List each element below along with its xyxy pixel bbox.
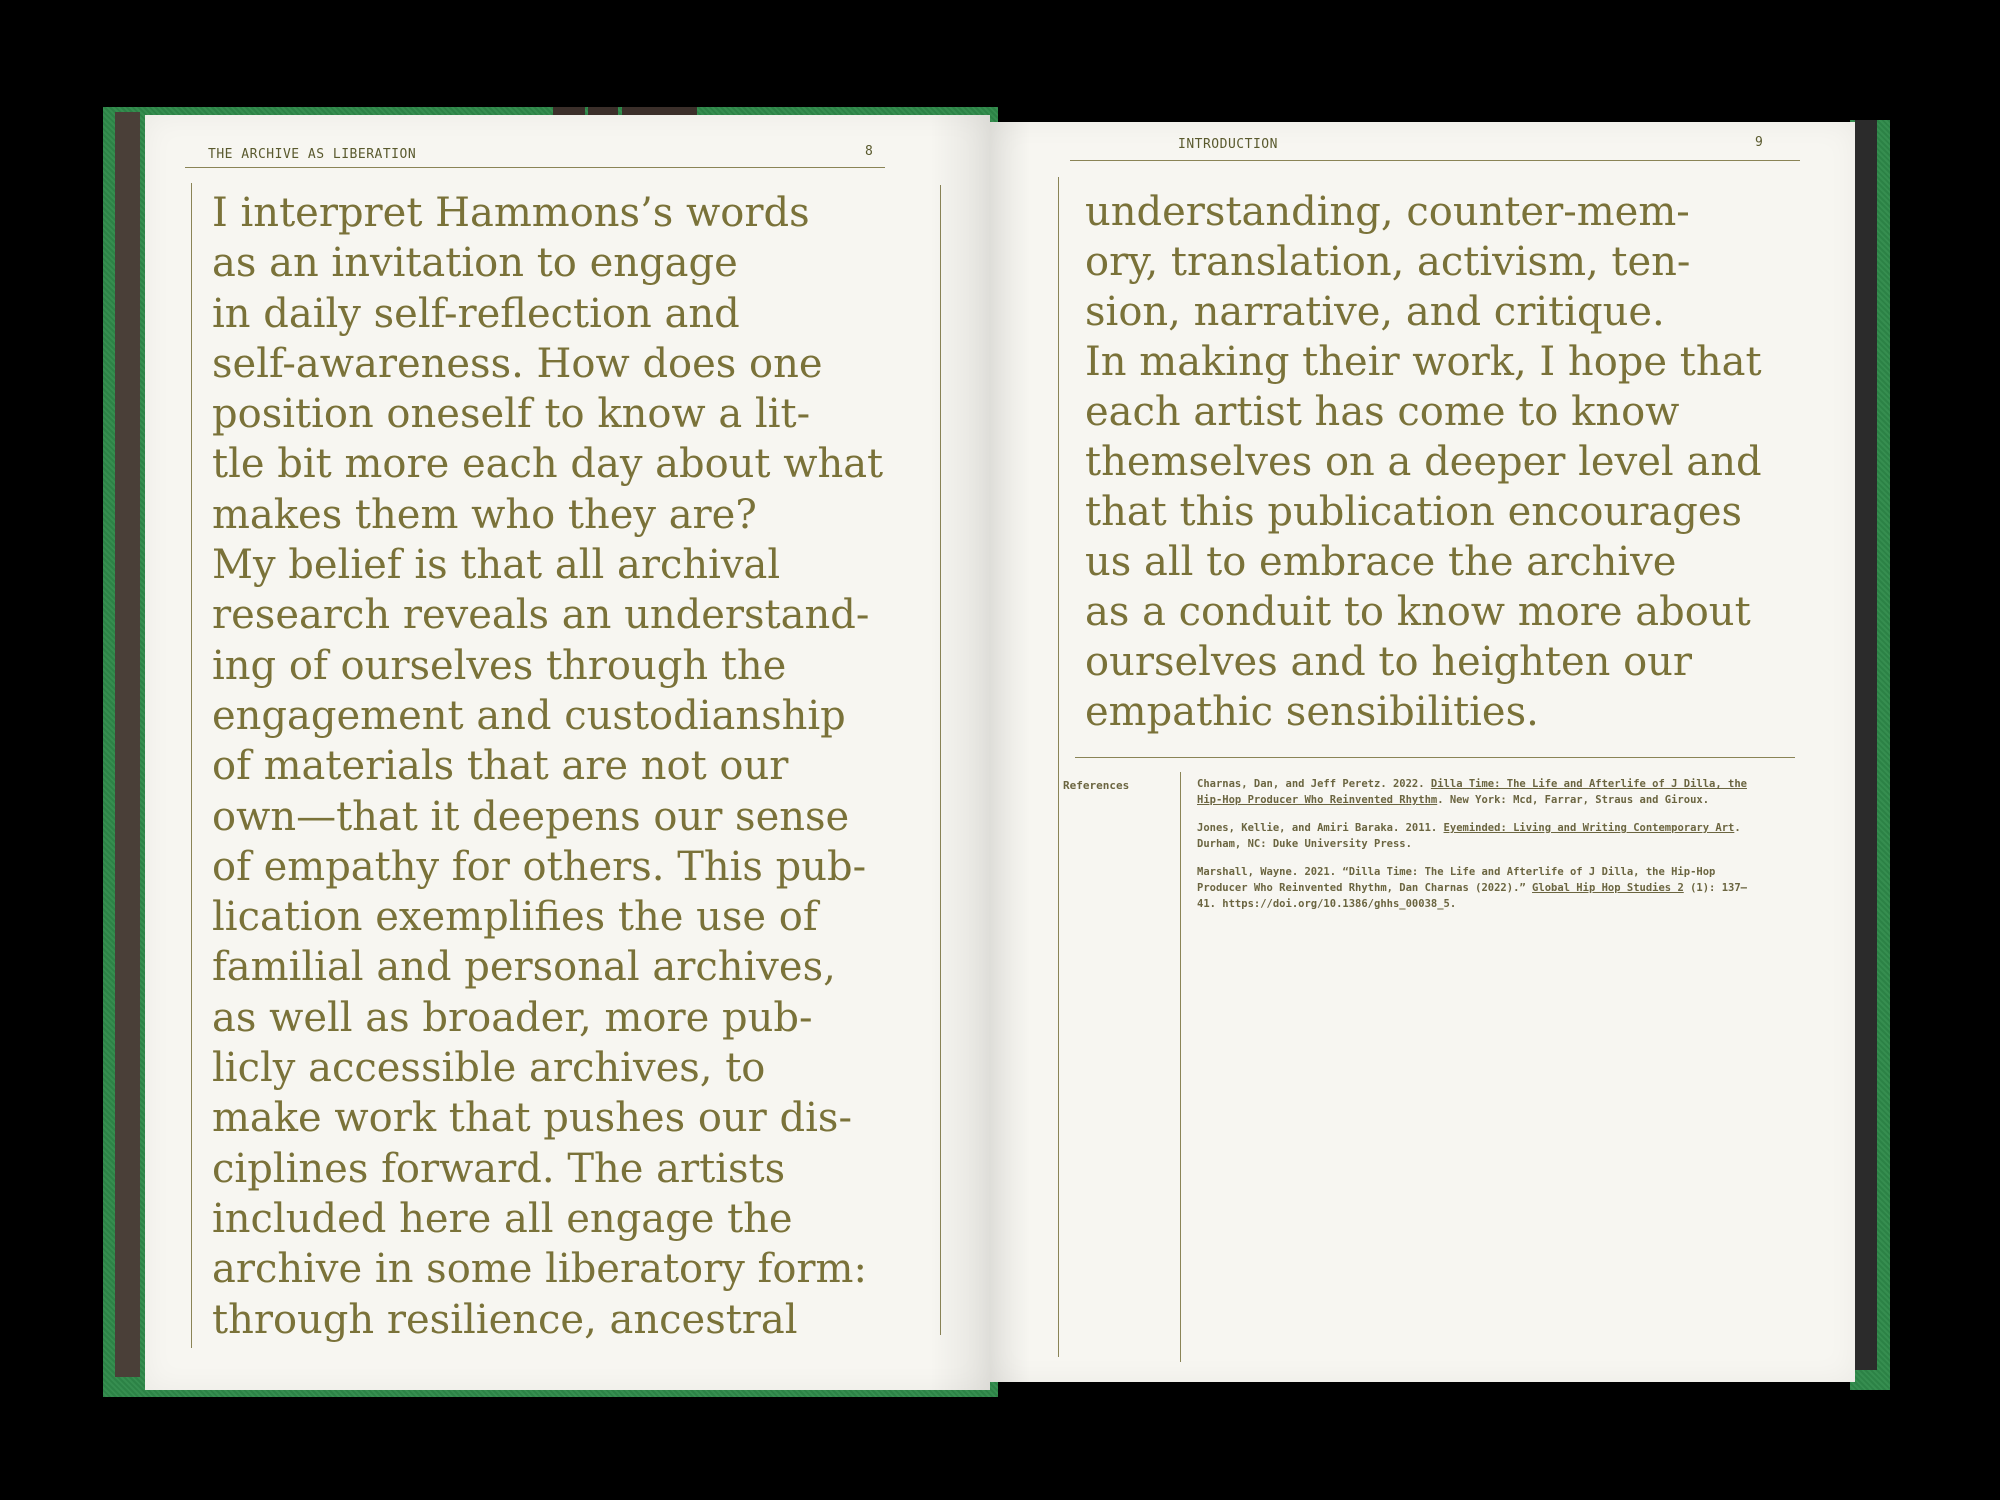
references-list — [1197, 776, 1757, 924]
endpaper — [115, 112, 140, 1377]
page-block-edge — [1855, 120, 1877, 1370]
reference-entry — [1197, 864, 1757, 912]
text-line: make work that pushes our dis- — [212, 1095, 852, 1142]
reference-title: Dilla Time: The Life and Afterlife of J Dilla, the Hip-Hop Producer Who Reinvented Rhythm — [1197, 778, 1747, 806]
text-line: sion, narrative, and critique. — [1085, 289, 1665, 335]
text-line: in daily self-reflection and — [212, 290, 740, 337]
text-line: tle bit more each day about what — [212, 441, 884, 488]
text-line: position oneself to know a lit- — [212, 391, 811, 438]
references-rule — [1075, 757, 1795, 758]
text-line: research reveals an understand- — [212, 592, 870, 639]
text-line: through resilience, ancestral — [212, 1296, 798, 1343]
body-text-right — [1085, 187, 1762, 737]
text-line: familial and personal archives, — [212, 944, 836, 991]
column-rule-left — [1058, 177, 1059, 1357]
reference-text: Jones, Kellie, and Amiri Baraka. 2011. — [1197, 822, 1444, 834]
page-number-right: 9 — [1755, 135, 1764, 150]
text-line: empathic sensibilities. — [1085, 689, 1539, 735]
page-number-left: 8 — [865, 144, 874, 159]
reference-text: . New York: Mcd, Farrar, Straus and Giroux. — [1437, 794, 1710, 806]
text-line: ing of ourselves through the — [212, 642, 787, 689]
column-rule-left — [191, 183, 192, 1348]
running-head-left: THE ARCHIVE AS LIBERATION — [208, 147, 417, 162]
text-line: understanding, counter-mem- — [1085, 189, 1690, 235]
text-line: us all to embrace the archive — [1085, 539, 1677, 585]
reference-title: Eyeminded: Living and Writing Contemporary Art — [1443, 822, 1735, 834]
text-line: as an invitation to engage — [212, 240, 738, 287]
reference-text: (1): 137–41. https://doi.org/10.1386/ghhs_00038_5. — [1197, 882, 1747, 910]
text-line: My belief is that all archival — [212, 542, 781, 589]
reference-entry — [1197, 776, 1757, 808]
running-head-right: INTRODUCTION — [1178, 137, 1278, 152]
text-line: lication exemplifies the use of — [212, 894, 818, 941]
text-line: archive in some liberatory form: — [212, 1246, 867, 1293]
text-line: each artist has come to know — [1085, 389, 1680, 435]
reference-text: Charnas, Dan, and Jeff Peretz. 2022. — [1197, 778, 1431, 790]
text-line: ory, translation, activism, ten- — [1085, 239, 1691, 285]
reference-entry — [1197, 820, 1757, 852]
header-rule — [185, 167, 885, 168]
right-page — [990, 122, 1855, 1382]
reference-text: Marshall, Wayne. 2021. “Dilla Time: The Life and Afterlife of J Dilla, the Hip-Hop Producer Who Reinvented Rhythm, Dan Charnas (2022).” — [1197, 866, 1716, 894]
header-rule — [1070, 160, 1800, 161]
text-line: as a conduit to know more about — [1085, 589, 1751, 635]
text-line: of empathy for others. This pub- — [212, 843, 867, 890]
reference-title: Global Hip Hop Studies 2 — [1532, 882, 1684, 894]
text-line: included here all engage the — [212, 1195, 793, 1242]
text-line: own—that it deepens our sense — [212, 793, 850, 840]
body-text-left — [212, 188, 883, 1345]
references-column-rule — [1180, 772, 1181, 1362]
text-line: as well as broader, more pub- — [212, 994, 813, 1041]
reference-text: . Durham, NC: Duke University Press. — [1197, 822, 1741, 850]
text-line: themselves on a deeper level and — [1085, 439, 1762, 485]
text-line: engagement and custodianship — [212, 692, 846, 739]
column-rule-right — [940, 185, 941, 1335]
text-line: In making their work, I hope that — [1085, 339, 1762, 385]
text-line: I interpret Hammons’s words — [212, 190, 810, 236]
left-page — [145, 115, 990, 1390]
text-line: ciplines forward. The artists — [212, 1145, 786, 1192]
text-line: that this publication encourages — [1085, 489, 1743, 535]
text-line: makes them who they are? — [212, 491, 757, 538]
references-label: References — [1063, 779, 1130, 792]
text-line: self-awareness. How does one — [212, 340, 823, 387]
text-line: ourselves and to heighten our — [1085, 639, 1693, 685]
text-line: of materials that are not our — [212, 743, 789, 790]
text-line: licly accessible archives, to — [212, 1045, 766, 1092]
